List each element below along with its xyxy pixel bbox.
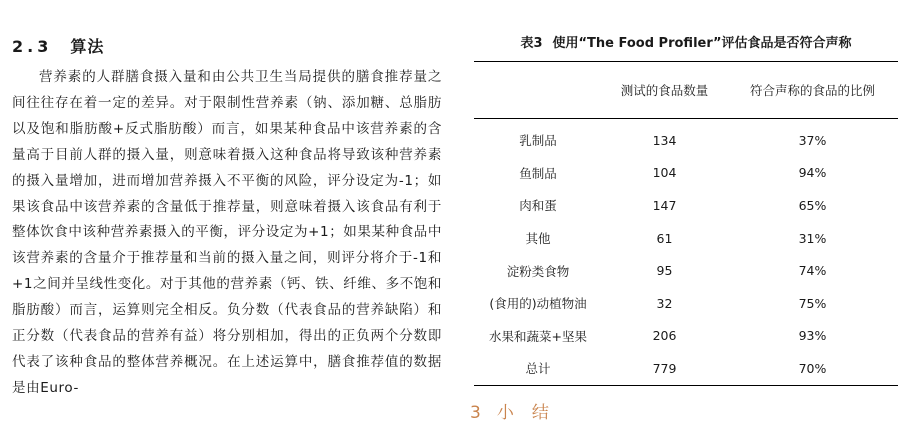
cell-percent: 37% — [798, 132, 827, 148]
table-row — [474, 320, 898, 353]
cell-category: 其他 — [525, 231, 551, 247]
table-row — [474, 254, 898, 287]
cell-count: 95 — [656, 263, 673, 279]
cell-percent: 70% — [798, 360, 827, 376]
cell-category: (食用的)动植物油 — [489, 296, 587, 312]
cell-count: 32 — [656, 295, 673, 311]
table-caption-title: 使用“The Food Profiler”评估食品是否符合声称 — [552, 36, 852, 51]
table-caption — [474, 32, 898, 51]
cell-category: 肉和蛋 — [519, 198, 557, 214]
cell-percent: 65% — [798, 197, 827, 213]
next-section-title-char: 结 — [531, 403, 549, 423]
cell-count: 147 — [652, 197, 677, 213]
cell-count: 61 — [656, 230, 673, 246]
section-number: 2.3 — [12, 37, 53, 56]
right-column — [474, 32, 898, 386]
table-row — [474, 287, 898, 320]
next-section-heading — [470, 398, 567, 423]
table-row — [474, 157, 898, 190]
table-row — [474, 189, 898, 222]
cell-category: 乳制品 — [519, 133, 557, 149]
table-caption-label: 表3 — [520, 36, 543, 51]
cell-category: 总计 — [525, 361, 551, 377]
header-category — [474, 62, 602, 119]
table-row-total — [474, 352, 898, 385]
table-header-row — [474, 62, 898, 119]
cell-count: 104 — [652, 165, 677, 181]
cell-count: 134 — [652, 132, 677, 148]
cell-percent: 31% — [798, 230, 827, 246]
section-heading — [12, 34, 442, 57]
food-profiler-table — [474, 61, 898, 386]
section-title: 算法 — [70, 37, 105, 56]
header-count: 测试的食品数量 — [620, 83, 709, 98]
cell-count: 779 — [652, 360, 677, 376]
cell-category: 鱼制品 — [519, 165, 557, 181]
next-section-title-char: 小 — [496, 403, 514, 423]
header-percent: 符合声称的食品的比例 — [749, 83, 875, 98]
table-row — [474, 222, 898, 255]
body-paragraph: 营养素的人群膳食摄入量和由公共卫生当局提供的膳食推荐量之间往往存在着一定的差异。对于限制性营养素（钠、添加糖、总脂肪以及饱和脂肪酸+反式脂肪酸）而言，如果某种食品中该营养素的含量高于目前人群的摄入量，则意味着摄入这种食品将导致该种营养素的摄入量增加，进而增加营养摄入不平衡的风险，评分设定为-1；如果该食品中该营养素的含量低于推荐量，则意味着摄入该食品有利于整体饮食中该种营养素摄入的平衡，评分设定为+1；如果某种食品中该营养素的含量介于推荐量和当前的摄入量之间，则评分将介于-1和+1之间并呈线性变化。对于其他的营养素（钙、铁、纤维、多不饱和脂肪酸）而言，运算则完全相反。负分数（代表食品的营养缺陷）和正分数（代表食品的营养有益）将分别相加，得出的正负两个分数即代表了该种食品的整体营养概况。在上述运算中，膳食推荐值的数据是由Euro- — [12, 69, 442, 396]
left-column — [12, 34, 442, 402]
cell-percent: 74% — [798, 263, 827, 279]
cell-count: 206 — [652, 328, 677, 344]
cell-percent: 93% — [798, 328, 827, 344]
next-section-number: 3 — [470, 403, 481, 423]
cell-category: 淀粉类食物 — [506, 263, 570, 279]
cell-percent: 94% — [798, 165, 827, 181]
cell-category: 水果和蔬菜+坚果 — [489, 328, 587, 344]
table-row — [474, 119, 898, 157]
cell-percent: 75% — [798, 295, 827, 311]
